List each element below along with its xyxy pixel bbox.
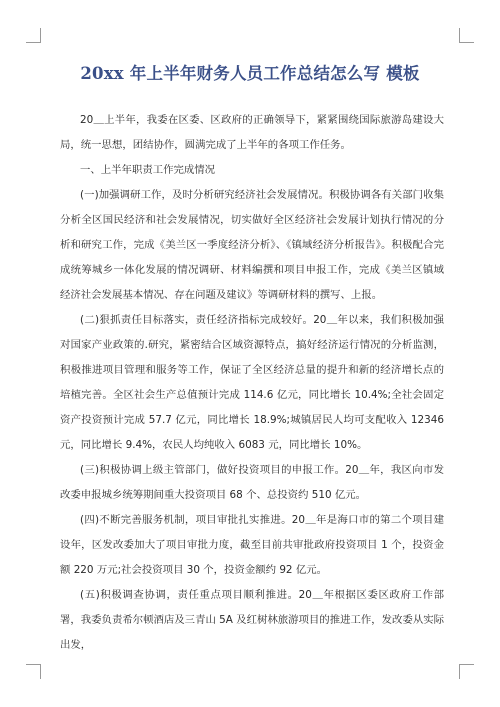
crop-mark-bottom-right-h bbox=[460, 664, 474, 665]
paragraph-item-1: (一)加强调研工作，及时分析研究经济社会发展情况。积极协调各有关部门收集分析全区国民经济和社会发展情况，切实做好全区经济社会发展计划执行情况的分析和研究工作，完成《美兰区一季度经济分析》、《镇域经济分析报告》。积极配合完成统筹城乡一体化发展的情况调研、材料编撰和项目申报工作，完成《美兰区镇域经济社会发展基本情况、存在问题及建议》等调研材料的撰写、上报。 bbox=[60, 189, 444, 301]
crop-mark-top-right-v bbox=[459, 28, 460, 43]
crop-mark-bottom-left-h bbox=[26, 664, 40, 665]
crop-mark-top-left-v bbox=[40, 28, 41, 43]
crop-mark-bottom-right-v bbox=[459, 664, 460, 679]
paragraph-item-5: (五)积极调查协调，责任重点项目顺利推进。20＿年根据区委区政府工作部署，我委负责希尔顿酒店及三青山 5A 及红树林旅游项目的推进工作，发改委从实际出发， bbox=[60, 589, 444, 651]
section-heading: 一、上半年职责工作完成情况 bbox=[80, 164, 216, 176]
paragraph-intro: 20＿上半年，我委在区委、区政府的正确领导下，紧紧围绕国际旅游岛建设大局，统一思想，团结协作，圆满完成了上半年的各项工作任务。 bbox=[60, 114, 444, 151]
crop-mark-top-right-h bbox=[460, 42, 474, 43]
crop-mark-bottom-left-v bbox=[40, 664, 41, 679]
document-body bbox=[60, 108, 444, 658]
crop-mark-top-left-h bbox=[26, 42, 40, 43]
document-title: 20xx 年上半年财务人员工作总结怎么写 模板 bbox=[80, 64, 420, 83]
paragraph-item-2: (二)狠抓责任目标落实，责任经济指标完成较好。20＿年以来，我们积极加强对国家产业政策的.研究，紧密结合区域资源特点，搞好经济运行情况的分析监测，积极推进项目管理和服务等工作，保证了全区经济总量的提升和新的经济增长点的培植完善。全区社会生产总值预计完成 114.6 亿元，同比增长 10.4%;全社会固定资产投资预计完成 57.7 亿元，同比增长 18.9%;城镇居民人均可支配收入 12346 元，同比增长 9.4%，农民人均纯收入 6083 元，同比增长 10%。 bbox=[60, 314, 444, 451]
paragraph-item-4: (四)不断完善服务机制，项目审批扎实推进。20＿年是海口市的第二个项目建设年，区发改委加大了项目审批力度，截至目前共审批政府投资项目 1 个，投资金额 220 万元;社会投资项目 30 个，投资金额约 92 亿元。 bbox=[60, 514, 444, 576]
paragraph-item-3: (三)积极协调上级主管部门，做好投资项目的申报工作。20＿年，我区向市发改委申报城乡统筹期间重大投资项目 68 个、总投资约 510 亿元。 bbox=[60, 464, 444, 501]
